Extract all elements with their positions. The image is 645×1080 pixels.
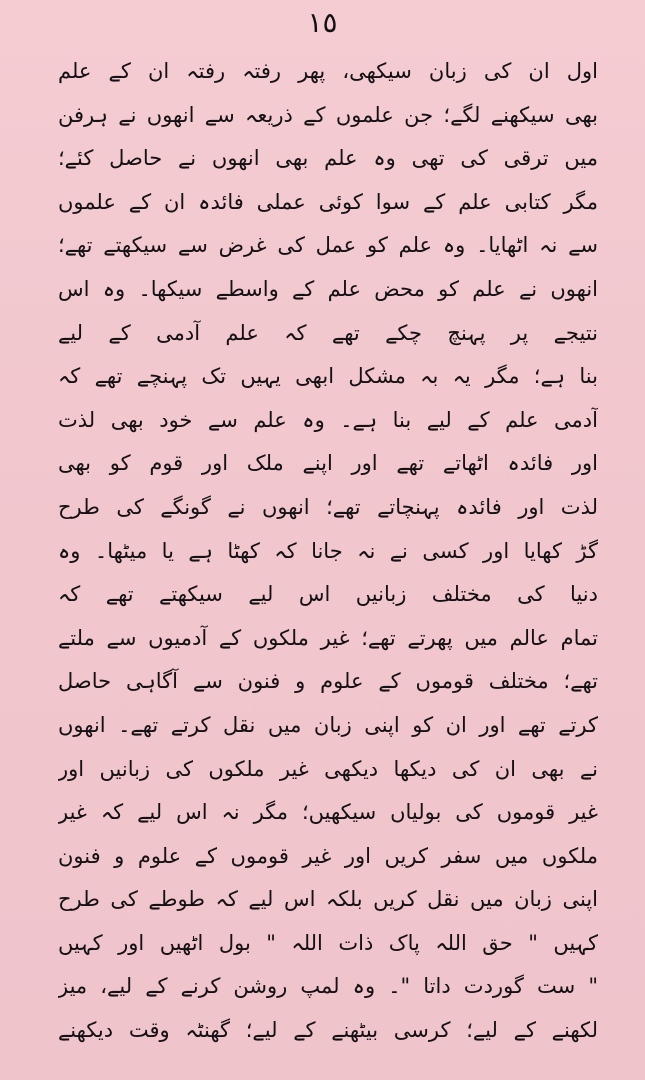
text-line: " ست گوردت داتا "۔ وہ لمپ روشن کرنے کے لیے، میز — [58, 974, 598, 999]
text-line: بھی سیکھنے لگے؛ جن علموں کے ذریعہ سے انھوں نے ہرفن — [58, 102, 598, 127]
text-line: اپنی زبان میں نقل کریں بلکہ اس لیے کہ طوطے کی طرح — [58, 887, 598, 912]
text-line: غیر قوموں کی بولیاں سیکھیں؛ مگر نہ اس لیے کہ غیر — [58, 800, 598, 825]
text-line: آدمی علم کے لیے بنا ہے۔ وہ علم سے خود بھی لذت — [58, 407, 598, 432]
text-line: اور فائدہ اٹھاتے تھے اور اپنے ملک اور قوم کو بھی — [58, 451, 598, 476]
text-line: سے نہ اٹھایا۔ وہ علم کو عمل کی غرض سے سیکھتے تھے؛ — [58, 233, 598, 258]
text-line: انھوں نے علم کو محض علم کے واسطے سیکھا۔ وہ اس — [58, 276, 598, 301]
text-line: تمام عالم میں پھرتے تھے؛ غیر ملکوں کے آدمیوں سے ملتے — [58, 625, 598, 650]
page-number: ١٥ — [307, 6, 338, 39]
text-line: بنا ہے؛ مگر یہ بہ مشکل ابھی یہیں تک پہنچے تھے کہ — [58, 364, 598, 389]
text-line: نتیجے پر پہنچ چکے تھے کہ علم آدمی کے لیے — [58, 320, 598, 345]
text-line: اول ان کی زبان سیکھی، پھر رفتہ رفتہ ان کے علم — [58, 59, 598, 83]
text-line: گڑ کھایا اور کسی نے نہ جانا کہ کھٹا ہے یا میٹھا۔ وہ — [58, 538, 598, 563]
text-line: میں ترقی کی تھی وہ علم بھی انھوں نے حاصل کئے؛ — [58, 146, 598, 171]
text-line: ملکوں میں سفر کریں اور غیر قوموں کے علوم و فنون — [58, 843, 598, 868]
text-line: مگر کتابی علم کے سوا کوئی عملی فائدہ ان کے علموں — [58, 189, 598, 214]
text-line: نے بھی ان کی دیکھا دیکھی غیر ملکوں کی زبانیں اور — [58, 756, 598, 781]
text-line: دنیا کی مختلف زبانیں اس لیے سیکھتے تھے کہ — [58, 582, 598, 607]
text-line: لکھنے کے لیے؛ کرسی بیٹھنے کے لیے؛ گھنٹہ وقت دیکھنے — [58, 1018, 598, 1043]
text-line: لذت اور فائدہ پہنچاتے تھے؛ انھوں نے گونگے کی طرح — [58, 494, 598, 519]
text-line: کہیں " حق اللہ پاک ذات اللہ " بول اٹھیں اور کہیں — [58, 930, 598, 955]
text-line: تھے؛ مختلف قوموں کے علوم و فنون سے آگاہی حاصل — [58, 669, 598, 694]
text-line: کرتے تھے اور ان کو اپنی زبان میں نقل کرتے تھے۔ انھوں — [58, 712, 598, 737]
page-text-body — [58, 50, 598, 1053]
